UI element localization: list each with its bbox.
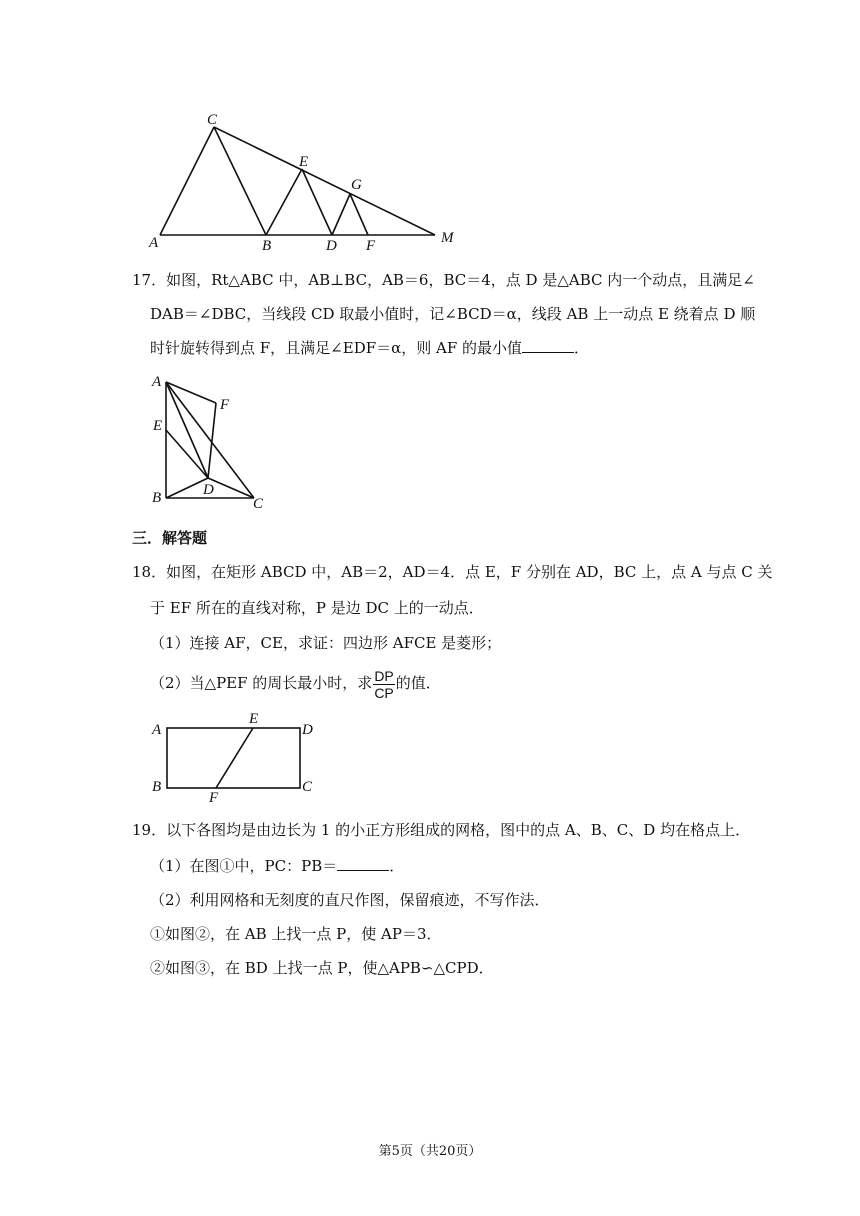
fig18-label-e: E — [249, 711, 259, 727]
q19-part-1-text: （1）在图①中，PC：PB＝ — [150, 857, 338, 875]
fig17-label-c: C — [253, 496, 264, 512]
q19-part-1-end: ． — [389, 857, 405, 875]
fig18-label-d: D — [302, 722, 313, 738]
q17-line-3-end: ． — [574, 339, 590, 357]
q18-line-1: 18．如图，在矩形 ABCD 中，AB＝2，AD＝4．点 E，F 分别在 AD，BC 上，点 A 与点 C 关 — [132, 563, 773, 581]
fig17-label-e: E — [153, 418, 163, 434]
fig16-label-m: M — [441, 230, 454, 246]
q19-part-2: （2）利用网格和无刻度的直尺作图，保留痕迹，不写作法． — [150, 891, 550, 909]
q19-part-1 — [150, 856, 404, 876]
q19-answer-blank — [337, 856, 389, 871]
q18-part-2 — [150, 665, 441, 701]
fig17-label-b: B — [152, 490, 162, 506]
fig18-label-b: B — [152, 779, 162, 795]
section-3-title: 三．解答题 — [132, 529, 208, 547]
q18-part-2-end: 的值． — [395, 674, 441, 692]
dp-over-cp-fraction — [373, 668, 394, 701]
q17-line-3 — [150, 338, 589, 358]
q17-line-1: 17．如图，Rt△ABC 中，AB⊥BC，AB＝6，BC＝4，点 D 是△ABC 内一个动点，且满足∠ — [132, 271, 755, 289]
q17-line-3-text: 时针旋转得到点 F，且满足∠EDF＝α，则 AF 的最小值 — [150, 339, 523, 357]
fig16-label-d: D — [326, 238, 337, 254]
fig17-label-a: A — [152, 374, 162, 390]
q18-part-2-text: （2）当△PEF 的周长最小时，求 — [150, 674, 373, 692]
q17-line-2: DAB＝∠DBC，当线段 CD 取最小值时，记∠BCD＝α，线段 AB 上一动点 E 绕着点 D 顺 — [150, 305, 756, 323]
q17-answer-blank — [522, 338, 574, 353]
fig16-label-g: G — [351, 177, 362, 193]
figure-16-triangles — [140, 105, 470, 255]
q19-sub-2: ②如图③，在 BD 上找一点 P，使△APB∽△CPD． — [150, 959, 494, 977]
fig18-label-c: C — [302, 779, 313, 795]
fig18-label-a: A — [152, 722, 162, 738]
fig16-label-a: A — [149, 235, 159, 251]
page-footer: 第5页（共20页） — [378, 1144, 482, 1159]
fraction-denominator: CP — [374, 684, 394, 701]
fig16-label-e: E — [299, 154, 309, 170]
fig18-label-f: F — [209, 790, 219, 806]
q19-line-1: 19．以下各图均是由边长为 1 的小正方形组成的网格，图中的点 A、B、C、D 均在格点上． — [132, 821, 751, 839]
q19-sub-1: ①如图②，在 AB 上找一点 P，使 AP＝3． — [150, 925, 442, 943]
figure-18-rectangle — [160, 720, 313, 800]
fig16-label-b: B — [262, 238, 272, 254]
fig16-label-c: C — [207, 112, 218, 128]
fig16-label-f: F — [366, 238, 376, 254]
fraction-numerator: DP — [374, 667, 394, 684]
fig17-label-f: F — [220, 397, 230, 413]
q18-part-1: （1）连接 AF，CE，求证：四边形 AFCE 是菱形； — [150, 634, 502, 652]
q18-line-2: 于 EF 所在的直线对称，P 是边 DC 上的一动点． — [150, 599, 484, 617]
fig17-label-d: D — [203, 482, 214, 498]
